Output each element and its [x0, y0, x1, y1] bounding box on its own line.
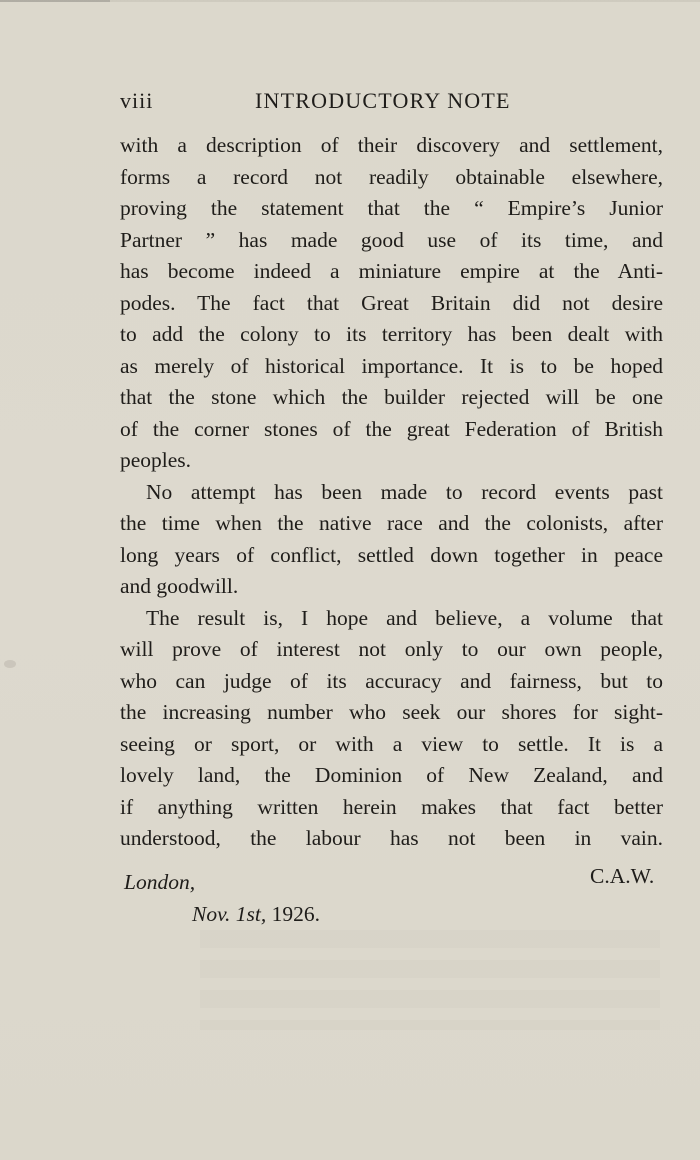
paper-speck	[4, 660, 16, 668]
page-header	[120, 88, 664, 120]
date-day: 1st,	[235, 902, 267, 926]
text-line: proving the statement that the “ Empire’s Junior	[120, 196, 663, 220]
text-line: the time when the native race and the colonists, after	[120, 511, 663, 535]
text-line: seeing or sport, or with a view to settle. It is a	[120, 731, 663, 756]
running-head: INTRODUCTORY NOTE	[255, 88, 511, 113]
text-line: understood, the labour has not been in vain.	[120, 826, 663, 850]
text-line: if anything written herein makes that fact better	[120, 794, 663, 819]
text-line: forms a record not readily obtainable elsewhere,	[120, 164, 663, 189]
text-line: as merely of historical importance. It is to be hoped	[120, 353, 663, 378]
text-line: will prove of interest not only to our own people,	[120, 637, 663, 661]
text-line: No attempt has been made to record events past	[146, 479, 663, 504]
text-line: Partner ” has made good use of its time, and	[120, 227, 663, 252]
text-line: has become indeed a miniature empire at the Anti-	[120, 259, 663, 283]
text-line: long years of conflict, settled down together in peace	[120, 542, 663, 567]
text-line: the increasing number who seek our shores for sight-	[120, 700, 663, 724]
date-year: 1926.	[266, 902, 321, 926]
show-through-text	[200, 930, 660, 1030]
text-line: of the corner stones of the great Federation of British	[120, 416, 663, 441]
signature-place: London,	[124, 870, 196, 894]
date-month: Nov.	[192, 902, 236, 926]
text-line: who can judge of its accuracy and fairness, but to	[120, 668, 663, 693]
text-line: lovely land, the Dominion of New Zealand, and	[120, 763, 663, 787]
signature-date	[192, 902, 320, 927]
page-number: viii	[120, 88, 154, 113]
text-line: that the stone which the builder rejected will be one	[120, 385, 663, 409]
text-line: podes. The fact that Great Britain did not desire	[120, 290, 663, 315]
text-line: The result is, I hope and believe, a volume that	[146, 605, 663, 630]
text-line: with a description of their discovery and settlement,	[120, 133, 663, 157]
signature-initials: C.A.W.	[590, 864, 655, 888]
text-line: peoples.	[120, 448, 192, 472]
body-text	[120, 130, 663, 855]
text-line: and goodwill.	[120, 574, 239, 598]
page-edge	[0, 0, 700, 2]
text-line: to add the colony to its territory has been dealt with	[120, 322, 663, 346]
